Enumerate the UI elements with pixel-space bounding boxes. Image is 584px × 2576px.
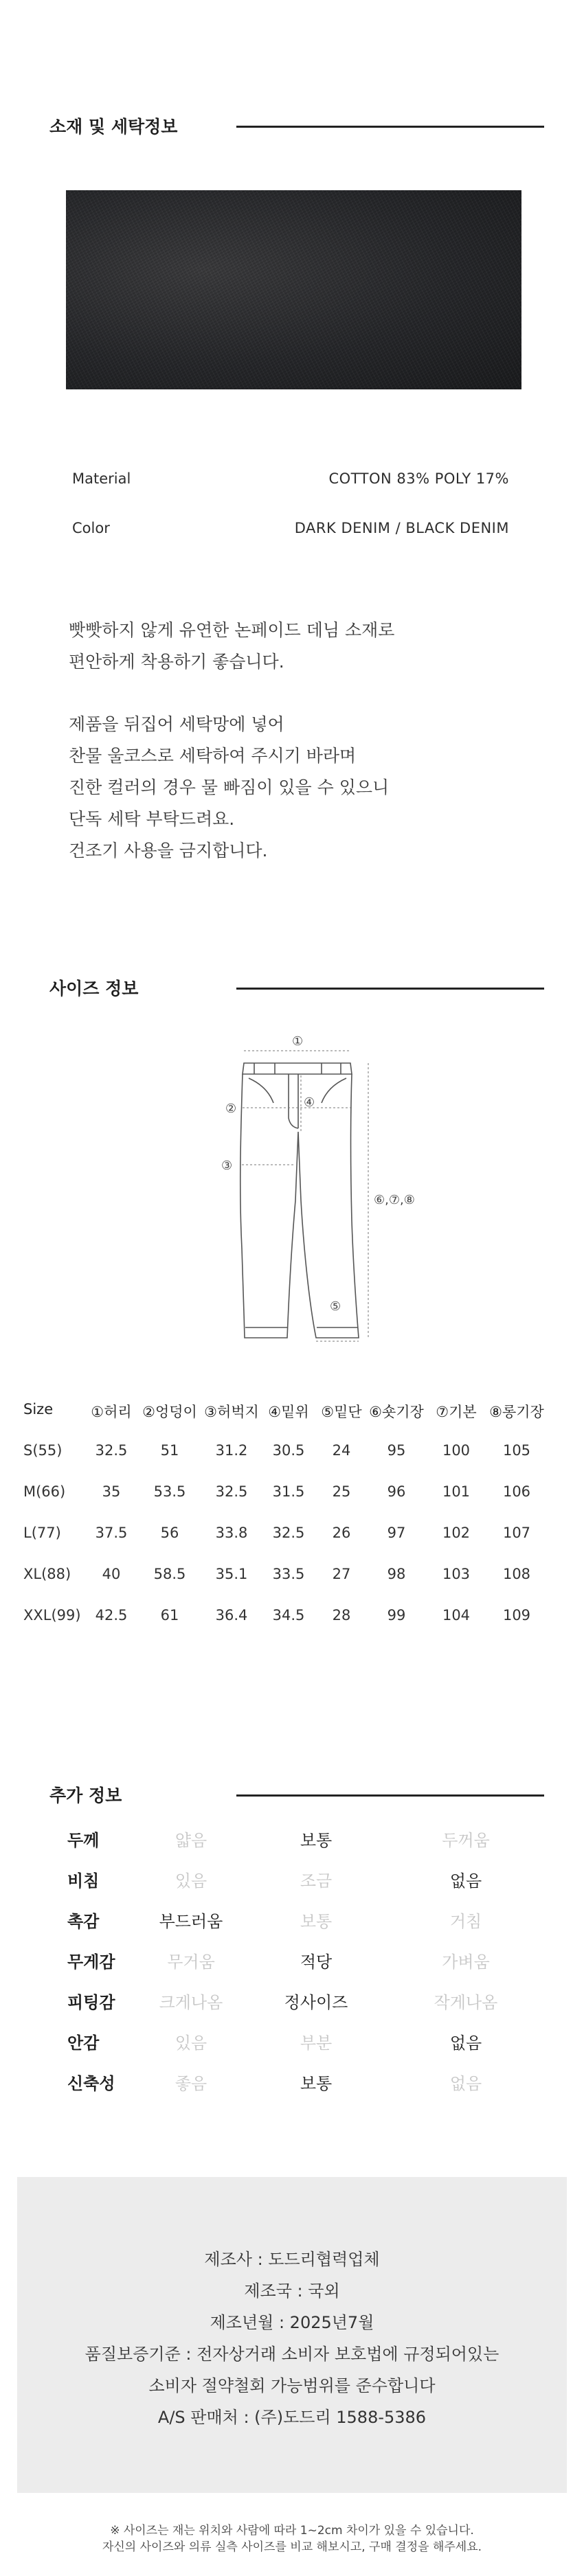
- value-cell: 24: [332, 1442, 351, 1459]
- extra-section-header: [49, 1782, 544, 1810]
- value-cell: 51: [160, 1442, 179, 1459]
- product-info-line: 소비자 절약철회 가능범위를 준수합니다: [148, 2376, 436, 2395]
- size-cell: L(77): [23, 1525, 61, 1541]
- value-cell: 26: [332, 1525, 351, 1541]
- table-row: [23, 1525, 573, 1549]
- section-divider: [236, 988, 544, 990]
- extra-info-key: 신축성: [67, 2074, 115, 2093]
- description-line: 빳빳하지 않게 유연한 논페이드 데님 소재로: [69, 620, 395, 640]
- extra-info-option-selected: 적당: [300, 1952, 333, 1972]
- value-cell: 109: [502, 1607, 531, 1623]
- diagram-label-1: ①: [292, 1034, 304, 1049]
- extra-info-option-selected: 정사이즈: [284, 1993, 348, 2012]
- extra-info-row: [67, 1827, 535, 1854]
- header-cell: ⑤밑단: [321, 1404, 362, 1420]
- care-line: 제품을 뒤집어 세탁망에 넣어: [69, 714, 284, 734]
- header-cell: ④밑위: [268, 1404, 309, 1420]
- value-cell: 61: [160, 1607, 179, 1623]
- extra-info-key: 두께: [67, 1831, 100, 1850]
- value-cell: 108: [502, 1566, 531, 1582]
- extra-info-key: 안감: [67, 2033, 100, 2053]
- value-cell: 35: [102, 1483, 121, 1500]
- extra-info-key: 무게감: [67, 1952, 115, 1972]
- extra-info-key: 비침: [67, 1871, 100, 1891]
- care-line: 진한 컬러의 경우 물 빠짐이 있을 수 있으니: [69, 777, 390, 797]
- size-footnote: ※ 사이즈는 재는 위치와 사람에 따라 1~2cm 차이가 있을 수 있습니다.: [110, 2524, 474, 2538]
- size-cell: M(66): [23, 1483, 66, 1500]
- extra-info-option: 두꺼움: [442, 1831, 490, 1850]
- diagram-label-3: ③: [221, 1159, 233, 1173]
- extra-info-row: [67, 1989, 535, 2016]
- value-cell: 30.5: [272, 1442, 305, 1459]
- fabric-swatch-image: [66, 190, 521, 389]
- table-row: [23, 1566, 573, 1591]
- value-cell: 32.5: [95, 1442, 128, 1459]
- product-info-line: 제조사 : 도드리협력업체: [204, 2250, 380, 2269]
- table-row: [23, 1442, 573, 1467]
- value-cell: 95: [387, 1442, 406, 1459]
- extra-info-key: 촉감: [67, 1912, 100, 1931]
- header-cell: Size: [23, 1401, 54, 1417]
- section-title: 사이즈 정보: [49, 979, 139, 999]
- product-info-line: 제조국 : 국외: [244, 2281, 340, 2301]
- extra-info-option: 있음: [175, 2033, 207, 2053]
- extra-info-option: 거침: [449, 1912, 482, 1931]
- value-cell: 33.8: [215, 1525, 248, 1541]
- value-cell: 31.5: [272, 1483, 305, 1500]
- care-line: 건조기 사용을 금지합니다.: [69, 841, 268, 860]
- value-cell: 31.2: [215, 1442, 248, 1459]
- value-cell: 32.5: [215, 1483, 248, 1500]
- extra-info-option: 있음: [175, 1871, 207, 1891]
- value-cell: 96: [387, 1483, 406, 1500]
- value-cell: 32.5: [272, 1525, 305, 1541]
- header-cell: ⑦기본: [436, 1404, 477, 1420]
- extra-info-key: 피팅감: [67, 1993, 115, 2012]
- value-cell: 58.5: [153, 1566, 186, 1582]
- value-cell: 104: [442, 1607, 471, 1623]
- value-cell: 105: [502, 1442, 531, 1459]
- value-cell: 27: [332, 1566, 351, 1582]
- value-cell: 25: [332, 1483, 351, 1500]
- extra-info-option: 작게나옴: [434, 1993, 498, 2012]
- table-row: [23, 1607, 573, 1632]
- value-cell: 99: [387, 1607, 406, 1623]
- value-cell: 98: [387, 1566, 406, 1582]
- extra-info-option: 얇음: [175, 1831, 207, 1850]
- extra-info-row: [67, 2070, 535, 2097]
- extra-info-row: [67, 1867, 535, 1895]
- size-cell: S(55): [23, 1442, 63, 1459]
- header-cell: ⑥숏기장: [369, 1404, 424, 1420]
- extra-info-option: 없음: [449, 2074, 482, 2093]
- value-cell: 37.5: [95, 1525, 128, 1541]
- size-table-header: [23, 1401, 573, 1426]
- diagram-label-2: ②: [225, 1102, 237, 1116]
- header-cell: ①허리: [91, 1404, 132, 1420]
- value-cell: 34.5: [272, 1607, 305, 1623]
- care-line: 찬물 울코스로 세탁하여 주시기 바라며: [69, 746, 357, 766]
- header-cell: ②엉덩이: [142, 1404, 197, 1420]
- extra-info-option: 보통: [300, 1912, 333, 1931]
- care-line: 단독 세탁 부탁드려요.: [69, 809, 235, 829]
- extra-info-option-selected: 없음: [449, 2033, 482, 2053]
- value-cell: 101: [442, 1483, 471, 1500]
- size-cell: XL(88): [23, 1566, 71, 1582]
- extra-info-option-selected: 보통: [300, 2074, 333, 2093]
- extra-info-option-selected: 부드러움: [159, 1912, 223, 1931]
- diagram-label-5: ⑤: [330, 1299, 341, 1314]
- extra-info-option: 무거움: [167, 1952, 215, 1972]
- description-line: 편안하게 착용하기 좋습니다.: [69, 652, 284, 672]
- value-cell: 53.5: [153, 1483, 186, 1500]
- extra-info-option: 크게나옴: [159, 1993, 223, 2012]
- value-cell: 36.4: [215, 1607, 248, 1623]
- product-info-line: A/S 판매처 : (주)도드리 1588-5386: [157, 2408, 427, 2427]
- product-info-box: [17, 2177, 567, 2493]
- value-cell: 42.5: [95, 1607, 128, 1623]
- extra-info-option: 조금: [300, 1871, 333, 1891]
- extra-info-row: [67, 2029, 535, 2057]
- extra-info-option: 좋음: [175, 2074, 207, 2093]
- value-cell: 102: [442, 1525, 471, 1541]
- value-cell: 106: [502, 1483, 531, 1500]
- section-divider: [236, 126, 544, 128]
- value-cell: 28: [332, 1607, 351, 1623]
- size-cell: XXL(99): [23, 1607, 81, 1623]
- section-divider: [236, 1794, 544, 1797]
- extra-info-option-selected: 보통: [300, 1831, 333, 1850]
- size-footnote: 자신의 사이즈와 의류 실측 사이즈를 비교 해보시고, 구매 결정을 해주세요.: [102, 2540, 482, 2554]
- value-cell: 33.5: [272, 1566, 305, 1582]
- extra-info-row: [67, 1908, 535, 1935]
- diagram-label-4: ④: [304, 1095, 315, 1110]
- value-cell: 97: [387, 1525, 406, 1541]
- extra-info-row: [67, 1948, 535, 1976]
- value-cell: 107: [502, 1525, 531, 1541]
- value-cell: 40: [102, 1566, 121, 1582]
- extra-info-option: 부분: [300, 2033, 333, 2053]
- spec-value: DARK DENIM / BLACK DENIM: [294, 520, 509, 536]
- product-info-line: 제조년월 : 2025년7월: [210, 2313, 374, 2332]
- value-cell: 35.1: [215, 1566, 248, 1582]
- table-row: [23, 1483, 573, 1508]
- value-cell: 56: [160, 1525, 179, 1541]
- section-title: 소재 및 세탁정보: [49, 117, 178, 137]
- header-cell: ⑧롱기장: [489, 1404, 544, 1420]
- extra-info-option: 가벼움: [442, 1952, 490, 1972]
- extra-info-option-selected: 없음: [449, 1871, 482, 1891]
- value-cell: 103: [442, 1566, 471, 1582]
- spec-key: Color: [72, 520, 110, 536]
- diagram-label-6-7-8: ⑥,⑦,⑧: [374, 1193, 415, 1207]
- spec-value: COTTON 83% POLY 17%: [328, 470, 509, 487]
- product-info-line: 품질보증기준 : 전자상거래 소비자 보호법에 규정되어있는: [85, 2345, 499, 2364]
- size-section-header: [49, 975, 544, 1003]
- material-section-header: [49, 113, 544, 141]
- header-cell: ③허벅지: [204, 1404, 259, 1420]
- spec-key: Material: [72, 470, 131, 487]
- value-cell: 100: [442, 1442, 471, 1459]
- section-title: 추가 정보: [49, 1786, 122, 1805]
- pants-measurement-diagram: [206, 1015, 433, 1345]
